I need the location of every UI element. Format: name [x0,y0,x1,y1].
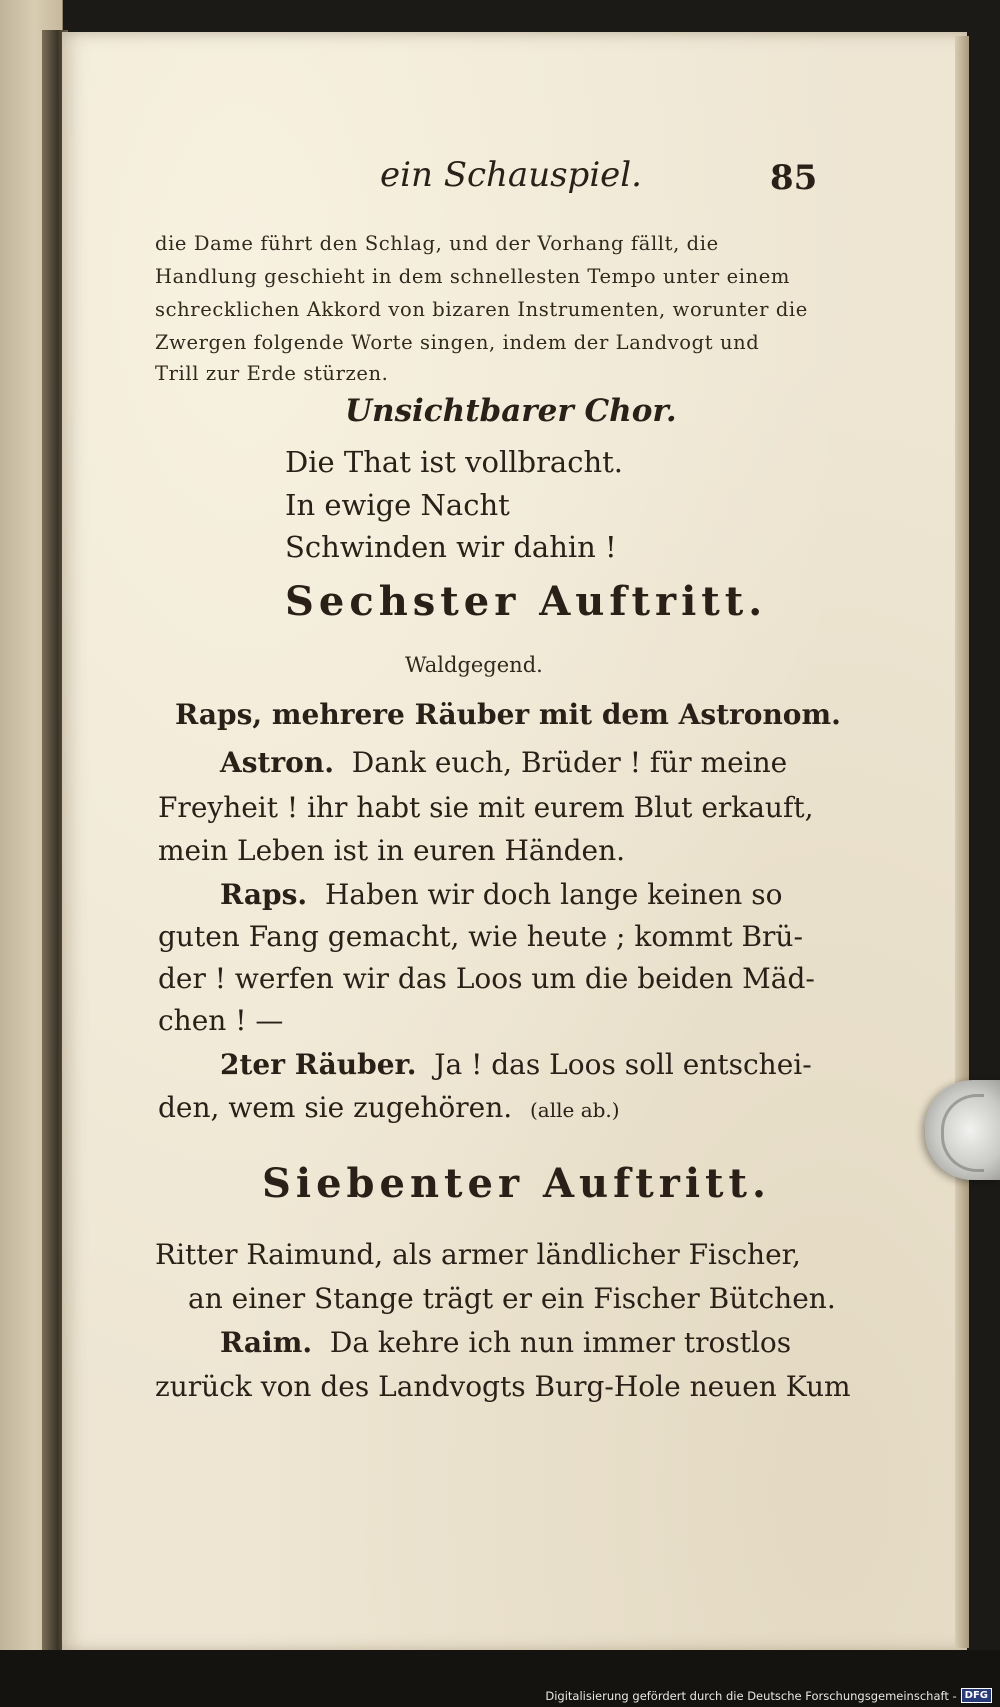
speech-line [220,1326,791,1359]
speech-line [158,1091,620,1124]
page-number: 85 [770,158,818,198]
speech-line: Freyheit ! ihr habt sie mit eurem Blut erkauft, [158,791,814,824]
speech-line: chen ! — [158,1004,284,1037]
clip-ring [941,1094,984,1172]
speech-line: mein Leben ist in euren Händen. [158,834,626,867]
scene-title: Siebenter Auftritt. [262,1160,771,1207]
speech-text: den, wem sie zugehören. [158,1091,513,1124]
digitization-credit [545,1688,992,1703]
stage-direction-line: die Dame führt den Schlag, und der Vorhang fällt, die [155,232,719,255]
speaker-name: Astron. [220,746,334,779]
scanner-background [0,1650,1000,1707]
verse-line: Schwinden wir dahin ! [285,530,617,564]
credit-text: Digitalisierung gefördert durch die Deutsche Forschungsgemeinschaft - [545,1688,957,1703]
speech-text: Ja ! das Loos soll entschei- [434,1048,812,1081]
speaker-name: Raps. [220,878,308,911]
verse-line: In ewige Nacht [285,488,510,522]
cast-list: an einer Stange trägt er ein Fischer Bütchen. [188,1282,836,1315]
speech-text: Dank euch, Brüder ! für meine [351,746,788,779]
speech-line [220,1048,812,1081]
stage-direction-line: Handlung geschieht in dem schnellesten Tempo unter einem [155,265,790,288]
chorus-heading: Unsichtbarer Chor. [345,393,677,429]
speech-line: zurück von des Landvogts Burg-Hole neuen Kum [155,1370,851,1403]
stage-direction-line: schrecklichen Akkord von bizaren Instrumenten, worunter die [155,298,808,321]
cast-list: Raps, mehrere Räuber mit dem Astronom. [175,698,841,731]
speech-line [220,878,782,911]
speaker-name: 2ter Räuber. [220,1048,417,1081]
speech-line [220,746,787,779]
speech-line: guten Fang gemacht, wie heute ; kommt Brü- [158,920,803,953]
scene-setting: Waldgegend. [405,653,543,677]
page-stack-edge [955,36,969,1648]
running-title: ein Schauspiel. [380,155,642,195]
verse-line: Die That ist vollbracht. [285,445,624,479]
speech-text: Da kehre ich nun immer trostlos [329,1326,792,1359]
stage-direction-line: Zwergen folgende Worte singen, indem der Landvogt und [155,331,760,354]
scene-title: Sechster Auftritt. [285,578,768,625]
speech-line: der ! werfen wir das Loos um die beiden Mäd- [158,962,815,995]
exit-direction: (alle ab.) [529,1098,620,1122]
cast-list: Ritter Raimund, als armer ländlicher Fischer, [155,1238,801,1271]
speaker-name: Raim. [220,1326,313,1359]
dfg-logo: DFG [961,1688,992,1703]
stage-direction-line: Trill zur Erde stürzen. [155,362,389,385]
speech-text: Haben wir doch lange keinen so [324,878,783,911]
